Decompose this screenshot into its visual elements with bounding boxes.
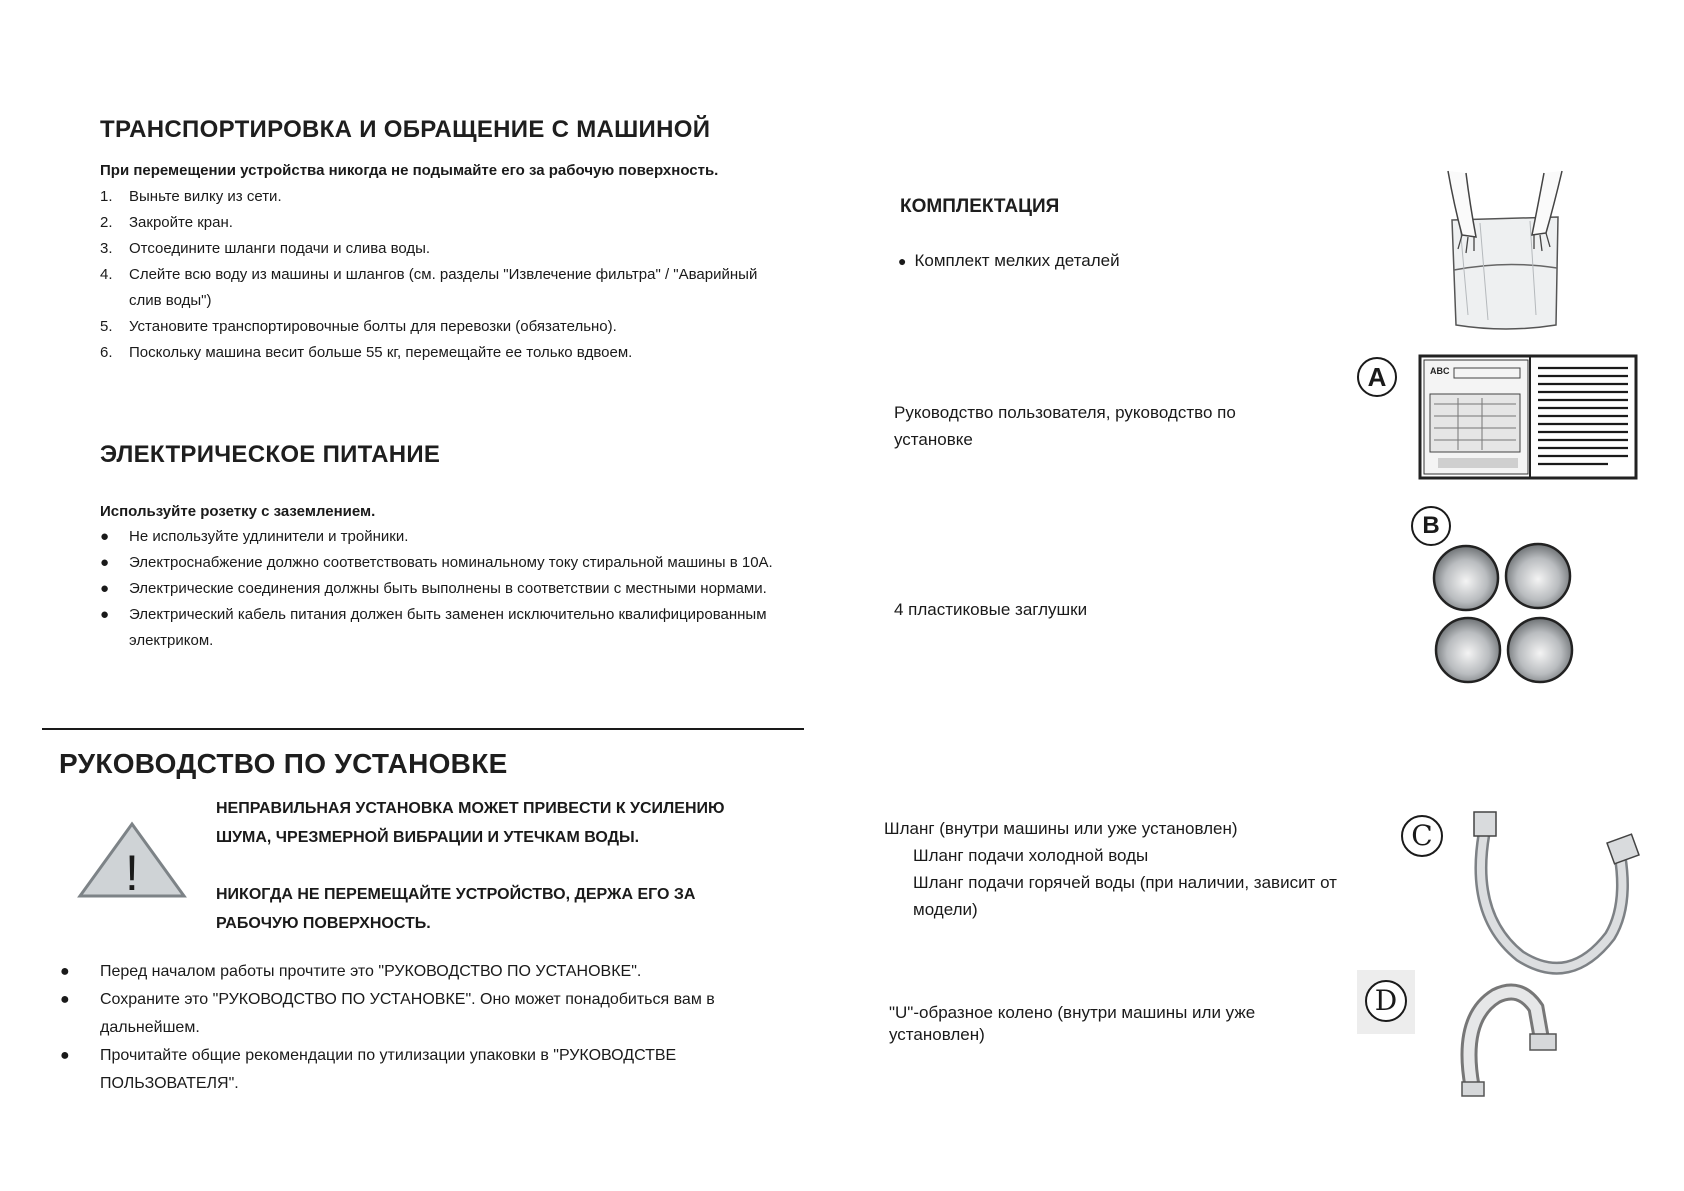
bullet-text: Электроснабжение должно соответствовать номинальному току стиральной машины в 10А.	[129, 554, 773, 571]
bullet-icon: ●	[100, 580, 110, 597]
list-item	[100, 524, 800, 550]
transport-steps	[100, 184, 760, 366]
kit-item-c-cold: Шланг подачи холодной воды	[913, 846, 1149, 865]
bullet-icon: ●	[60, 991, 70, 1008]
kit-item-c	[884, 815, 1344, 923]
kit-heading: КОМПЛЕКТАЦИЯ	[900, 196, 1060, 217]
plastic-caps-icon	[1428, 542, 1578, 688]
bullet-text: Перед началом работы прочтите это "РУКОВОДСТВО ПО УСТАНОВКЕ".	[100, 963, 642, 980]
step-number: 2.	[100, 214, 113, 231]
list-item	[100, 602, 800, 654]
manual-abc-label: ABC	[1430, 366, 1450, 376]
step-text: Слейте всю воду из машины и шлангов (см. разделы "Извлечение фильтра" / "Аварийный слив воды")	[129, 266, 758, 309]
list-item	[60, 986, 760, 1042]
warning-triangle-icon	[76, 820, 188, 900]
bullet-text: Прочитайте общие рекомендации по утилизации упаковки в "РУКОВОДСТВЕ ПОЛЬЗОВАТЕЛЯ".	[100, 1047, 677, 1092]
bullet-icon: ●	[60, 963, 70, 980]
list-item	[100, 550, 800, 576]
bullet-text: Сохраните это "РУКОВОДСТВО ПО УСТАНОВКЕ". Оно может понадобиться вам в дальнейшем.	[100, 991, 715, 1036]
kit-item-b-text: 4 пластиковые заглушки	[894, 600, 1088, 619]
bullet-icon: ●	[100, 554, 110, 571]
bullet-text: Не используйте удлинители и тройники.	[129, 528, 409, 545]
list-item	[100, 262, 760, 314]
electric-bullets	[100, 524, 800, 654]
step-number: 4.	[100, 266, 113, 283]
step-number: 5.	[100, 318, 113, 335]
u-bend-icon	[1450, 978, 1560, 1100]
transport-heading: ТРАНСПОРТИРОВКА И ОБРАЩЕНИЕ С МАШИНОЙ	[100, 116, 711, 143]
step-text: Выньте вилку из сети.	[129, 188, 282, 205]
label-b-icon: B	[1411, 506, 1451, 546]
list-item	[100, 576, 800, 602]
list-item	[60, 1042, 760, 1098]
list-item	[100, 184, 760, 210]
electric-intro: Используйте розетку с заземлением.	[100, 503, 376, 520]
bullet-icon: ●	[100, 528, 110, 545]
kit-item-d-text: "U"-образное колено (внутри машины или уже установлен)	[889, 1003, 1256, 1044]
manual-booklet-icon	[1418, 354, 1638, 480]
step-number: 1.	[100, 188, 113, 205]
list-item	[100, 314, 760, 340]
warning-exclamation: !	[125, 845, 139, 900]
parts-bag-icon	[1440, 165, 1570, 333]
kit-small-parts	[898, 251, 1120, 271]
section-divider	[42, 728, 804, 730]
list-item	[100, 210, 760, 236]
kit-item-a-text: Руководство пользователя, руководство по установке	[894, 403, 1236, 449]
bullet-text: Электрический кабель питания должен быть заменен исключительно квалифицированным электриком.	[129, 606, 767, 649]
bullet-icon: ●	[100, 606, 110, 623]
install-bullets	[60, 958, 760, 1098]
install-warning-noise: НЕПРАВИЛЬНАЯ УСТАНОВКА МОЖЕТ ПРИВЕСТИ К УСИЛЕНИЮ ШУМА, ЧРЕЗМЕРНОЙ ВИБРАЦИИ И УТЕЧКАМ ВОДЫ.	[216, 800, 725, 846]
step-text: Закройте кран.	[129, 214, 233, 231]
bullet-icon: ●	[898, 253, 907, 269]
label-c-icon: C	[1401, 815, 1443, 857]
bullet-text: Электрические соединения должны быть выполнены в соответствии с местными нормами.	[129, 580, 767, 597]
install-warning-lift: НИКОГДА НЕ ПЕРЕМЕЩАЙТЕ УСТРОЙСТВО, ДЕРЖА ЕГО ЗА РАБОЧУЮ ПОВЕРХНОСТЬ.	[216, 886, 696, 932]
install-heading: РУКОВОДСТВО ПО УСТАНОВКЕ	[59, 748, 508, 779]
list-item	[100, 236, 760, 262]
label-a-icon: A	[1357, 357, 1397, 397]
step-text: Установите транспортировочные болты для перевозки (обязательно).	[129, 318, 617, 335]
kit-item-c-text: Шланг (внутри машины или уже установлен)	[884, 819, 1238, 838]
list-item	[100, 340, 760, 366]
step-number: 3.	[100, 240, 113, 257]
kit-item-c-hot: Шланг подачи горячей воды (при наличии, зависит от модели)	[913, 873, 1337, 919]
small-parts-text: Комплект мелких деталей	[914, 251, 1120, 270]
step-number: 6.	[100, 344, 113, 361]
list-item	[60, 958, 760, 986]
water-hose-icon	[1460, 806, 1652, 988]
label-d-icon: D	[1365, 980, 1407, 1022]
transport-intro: При перемещении устройства никогда не подымайте его за рабочую поверхность.	[100, 162, 719, 179]
bullet-icon: ●	[60, 1047, 70, 1064]
step-text: Поскольку машина весит больше 55 кг, перемещайте ее только вдвоем.	[129, 344, 633, 361]
electric-heading: ЭЛЕКТРИЧЕСКОЕ ПИТАНИЕ	[100, 441, 441, 468]
step-text: Отсоедините шланги подачи и слива воды.	[129, 240, 431, 257]
